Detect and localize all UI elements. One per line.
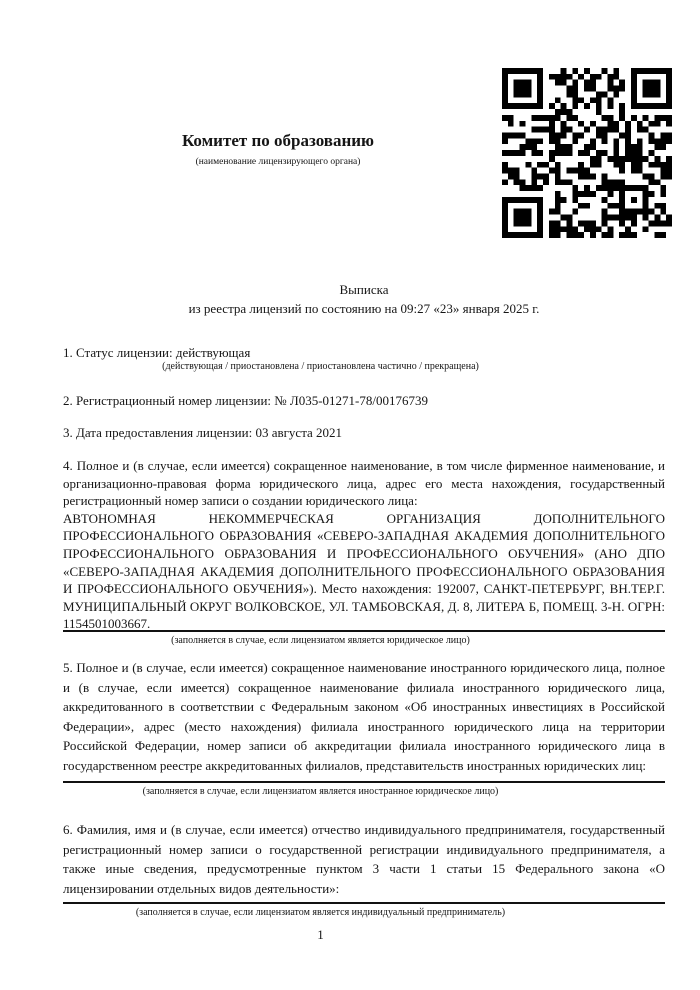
item-entrepreneur-caption: (заполняется в случае, если лицензиатом является индивидуальный предприниматель) — [135, 907, 506, 918]
item-legal-entity-label: 4. Полное и (в случае, если имеется) сокращенное наименование, в том числе фирменное наименование, и организационно-правовая форма юридического лица, адрес его места нахождения, государственный регистрационный номер записи о создании юридического лица: — [63, 458, 665, 509]
separator-line-entrepreneur — [63, 902, 665, 904]
item-foreign-entity: 5. Полное и (в случае, если имеется) сокращенное наименование иностранного юридического лица, полное и (в случае, если имеется) сокращенное наименование филиала иностранного юридического лица, аккредитованного в соответствии с Федеральным законом «Об иностранных инвестициях в Российской Федерации», адрес (место нахождения) филиала иностранного юридического лица на территории Российской Федерации, номер записи об аккредитации филиала иностранного юридического лица в государственном реестре аккредитованных филиалов, представительств иностранных юридических лиц: — [63, 660, 665, 773]
qr-code-icon — [502, 68, 672, 238]
item-legal-entity — [63, 457, 665, 633]
item-legal-entity-caption: (заполняется в случае, если лицензиатом является юридическое лицо) — [171, 635, 470, 646]
item-license-status-caption: (действующая / приостановлена / приостановлена частично / прекращена) — [162, 361, 479, 372]
item-legal-entity-value: АВТОНОМНАЯ НЕКОММЕРЧЕСКАЯ ОРГАНИЗАЦИЯ ДОПОЛНИТЕЛЬНОГО ПРОФЕССИОНАЛЬНОГО ОБРАЗОВАНИЯ «СЕВЕРО-ЗАПАДНАЯ АКАДЕМИЯ ДОПОЛНИТЕЛЬНОГО ПРОФЕССИОНАЛЬНОГО ОБРАЗОВАНИЯ И ПРОФЕССИОНАЛЬНОГО ОБУЧЕНИЯ» (АНО ДПО «СЕВЕРО-ЗАПАДНАЯ АКАДЕМИЯ ДОПОЛНИТЕЛЬНОГО ПРОФЕССИОНАЛЬНОГО ОБРАЗОВАНИЯ И ПРОФЕССИОНАЛЬНОГО ОБУЧЕНИЯ»). Место нахождения: 192007, САНКТ-ПЕТЕРБУРГ, ВН.ТЕР.Г. МУНИЦИПАЛЬНЫЙ ОКРУГ ВОЛКОВСКОЕ, УЛ. ТАМБОВСКАЯ, Д. 8, ЛИТЕРА Б, ПОМЕЩ. 3-Н. ОГРН: 1154501003667. — [63, 510, 665, 632]
page-number: 1 — [317, 927, 324, 942]
licensing-authority-block — [63, 131, 493, 167]
licensing-authority-caption: (наименование лицензирующего органа) — [195, 157, 361, 167]
separator-line-legal-entity — [63, 630, 665, 632]
item-foreign-entity-caption: (заполняется в случае, если лицензиатом является иностранное юридическое лицо) — [142, 786, 499, 797]
licensing-authority-name: Комитет по образованию — [181, 131, 375, 150]
separator-line-foreign-entity — [63, 781, 665, 783]
document-title-line2: из реестра лицензий по состоянию на 09:27 «23» января 2025 г. — [188, 301, 540, 316]
item-registration-number: 2. Регистрационный номер лицензии: № Л035-01271-78/00176739 — [63, 393, 429, 408]
item-license-status: 1. Статус лицензии: действующая — [63, 345, 251, 360]
document-title-line1: Выписка — [339, 282, 389, 297]
item-grant-date: 3. Дата предоставления лицензии: 03 августа 2021 — [63, 425, 343, 440]
item-entrepreneur: 6. Фамилия, имя и (в случае, если имеется) отчество индивидуального предпринимателя, государственный регистрационный номер записи о государственной регистрации индивидуального предпринимателя, а также иные сведения, предусмотренные пунктом 3 части 1 статьи 15 Федерального закона «О лицензировании отдельных видов деятельности»: — [63, 822, 665, 896]
document-title — [63, 280, 665, 318]
